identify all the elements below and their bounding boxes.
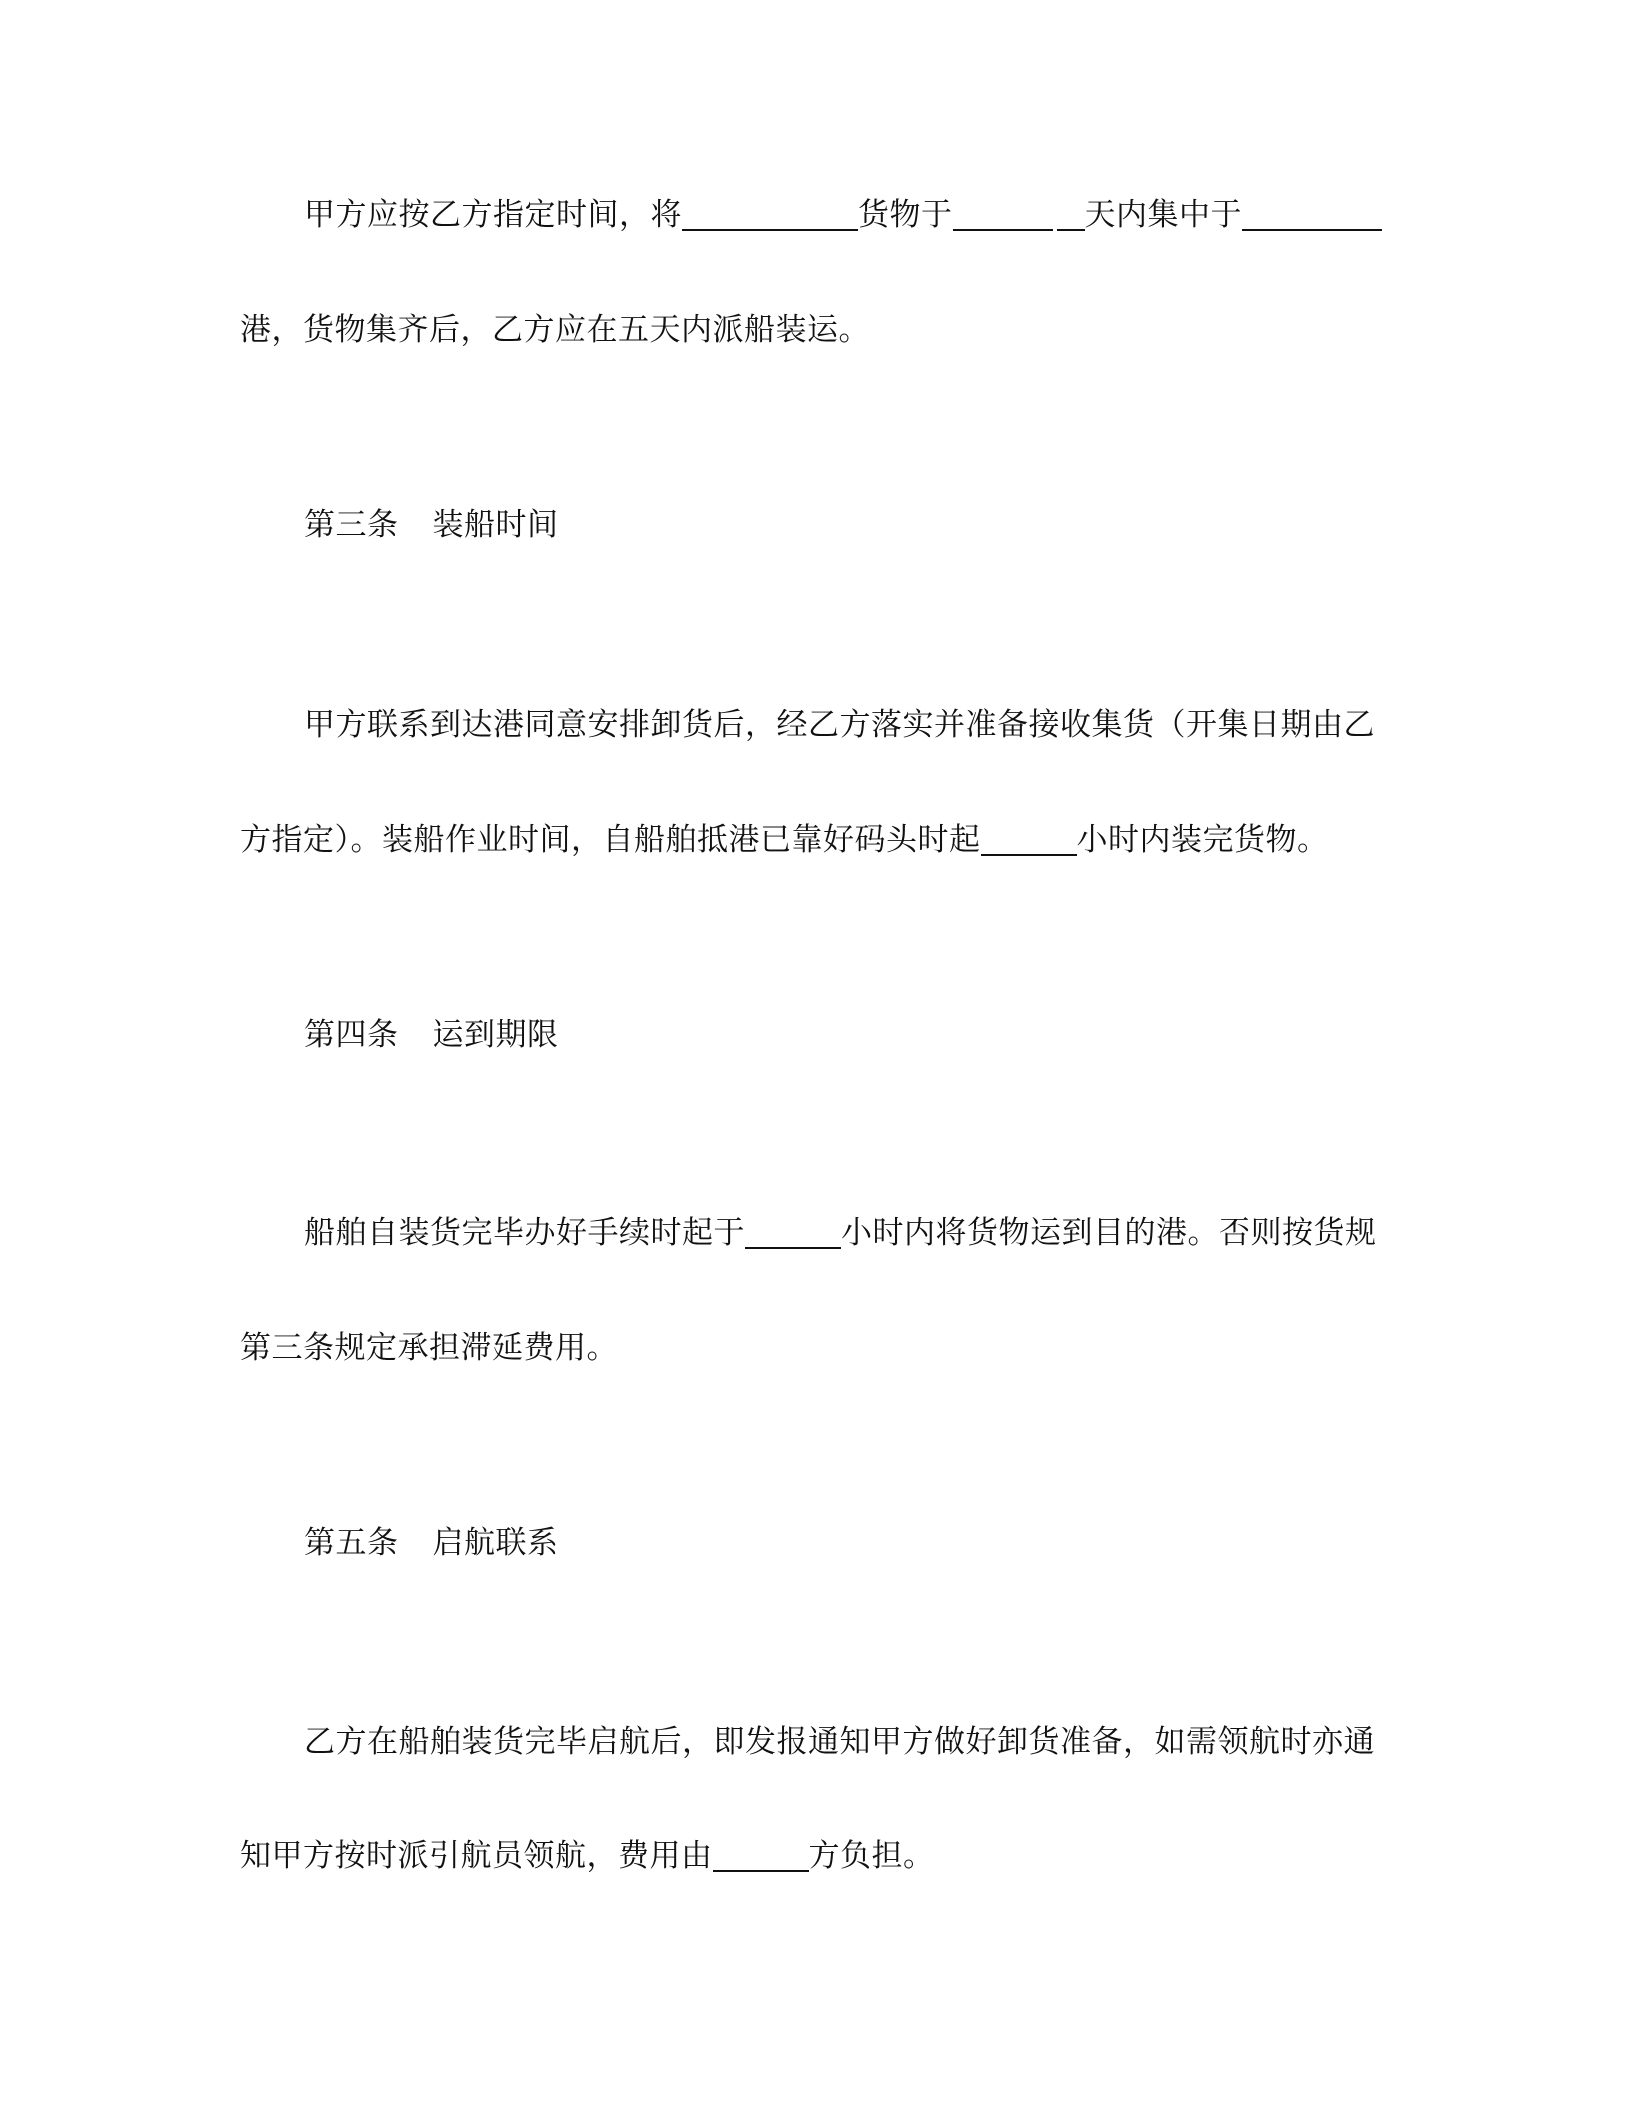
text-segment: 小时内将货物运到目的港。否则按货规: [841, 1215, 1377, 1251]
article-5-heading: [304, 1523, 559, 1563]
paragraph-2-line-2: [240, 820, 1329, 860]
paragraph-3-line-2: [240, 1328, 618, 1368]
text-segment: 方指定）。装船作业时间，自船舶抵港已靠好码头时起: [240, 822, 981, 858]
article-number: 第三条: [304, 507, 399, 543]
paragraph-3-line-1: [304, 1213, 1377, 1253]
article-4-heading: [304, 1015, 559, 1055]
text-segment: 第三条规定承担滞延费用。: [240, 1330, 618, 1366]
text-segment: 甲方联系到达港同意安排卸货后，经乙方落实并准备接收集货（开集日期由乙: [304, 707, 1375, 743]
fill-in-blank-transit-hours[interactable]: [745, 1213, 841, 1249]
text-segment: 货物于: [858, 197, 953, 233]
text-segment: 船舶自装货完毕办好手续时起于: [304, 1215, 745, 1251]
article-title: 运到期限: [432, 1017, 559, 1053]
fill-in-blank-port[interactable]: [1242, 195, 1382, 231]
fill-in-blank-loading-hours[interactable]: [981, 820, 1077, 856]
fill-in-blank-goods[interactable]: [682, 195, 858, 231]
paragraph-1-line-2: [240, 310, 870, 350]
article-title: 启航联系: [432, 1525, 559, 1561]
text-segment: 天内集中于: [1084, 197, 1242, 233]
text-segment: 港，货物集齐后，乙方应在五天内派船装运。: [240, 312, 870, 348]
paragraph-4-line-2: [240, 1836, 935, 1876]
fill-in-blank-fee-party[interactable]: [713, 1836, 809, 1872]
article-title: 装船时间: [432, 507, 559, 543]
text-segment: 知甲方按时派引航员领航，费用由: [240, 1838, 713, 1874]
text-segment: 方负担。: [808, 1838, 935, 1874]
text-segment: 乙方在船舶装货完毕启航后，即发报通知甲方做好卸货准备，如需领航时亦通: [304, 1724, 1375, 1760]
paragraph-1-line-1: [304, 195, 1382, 235]
paragraph-4-line-1: [304, 1722, 1375, 1762]
text-segment: 甲方应按乙方指定时间，将: [304, 197, 682, 233]
article-number: 第四条: [304, 1017, 399, 1053]
article-number: 第五条: [304, 1525, 399, 1561]
fill-in-blank-days[interactable]: [953, 195, 1053, 231]
fill-in-blank-days-extra[interactable]: [1057, 195, 1085, 231]
text-segment: 小时内装完货物。: [1076, 822, 1329, 858]
article-3-heading: [304, 505, 559, 545]
paragraph-2-line-1: [304, 705, 1375, 745]
